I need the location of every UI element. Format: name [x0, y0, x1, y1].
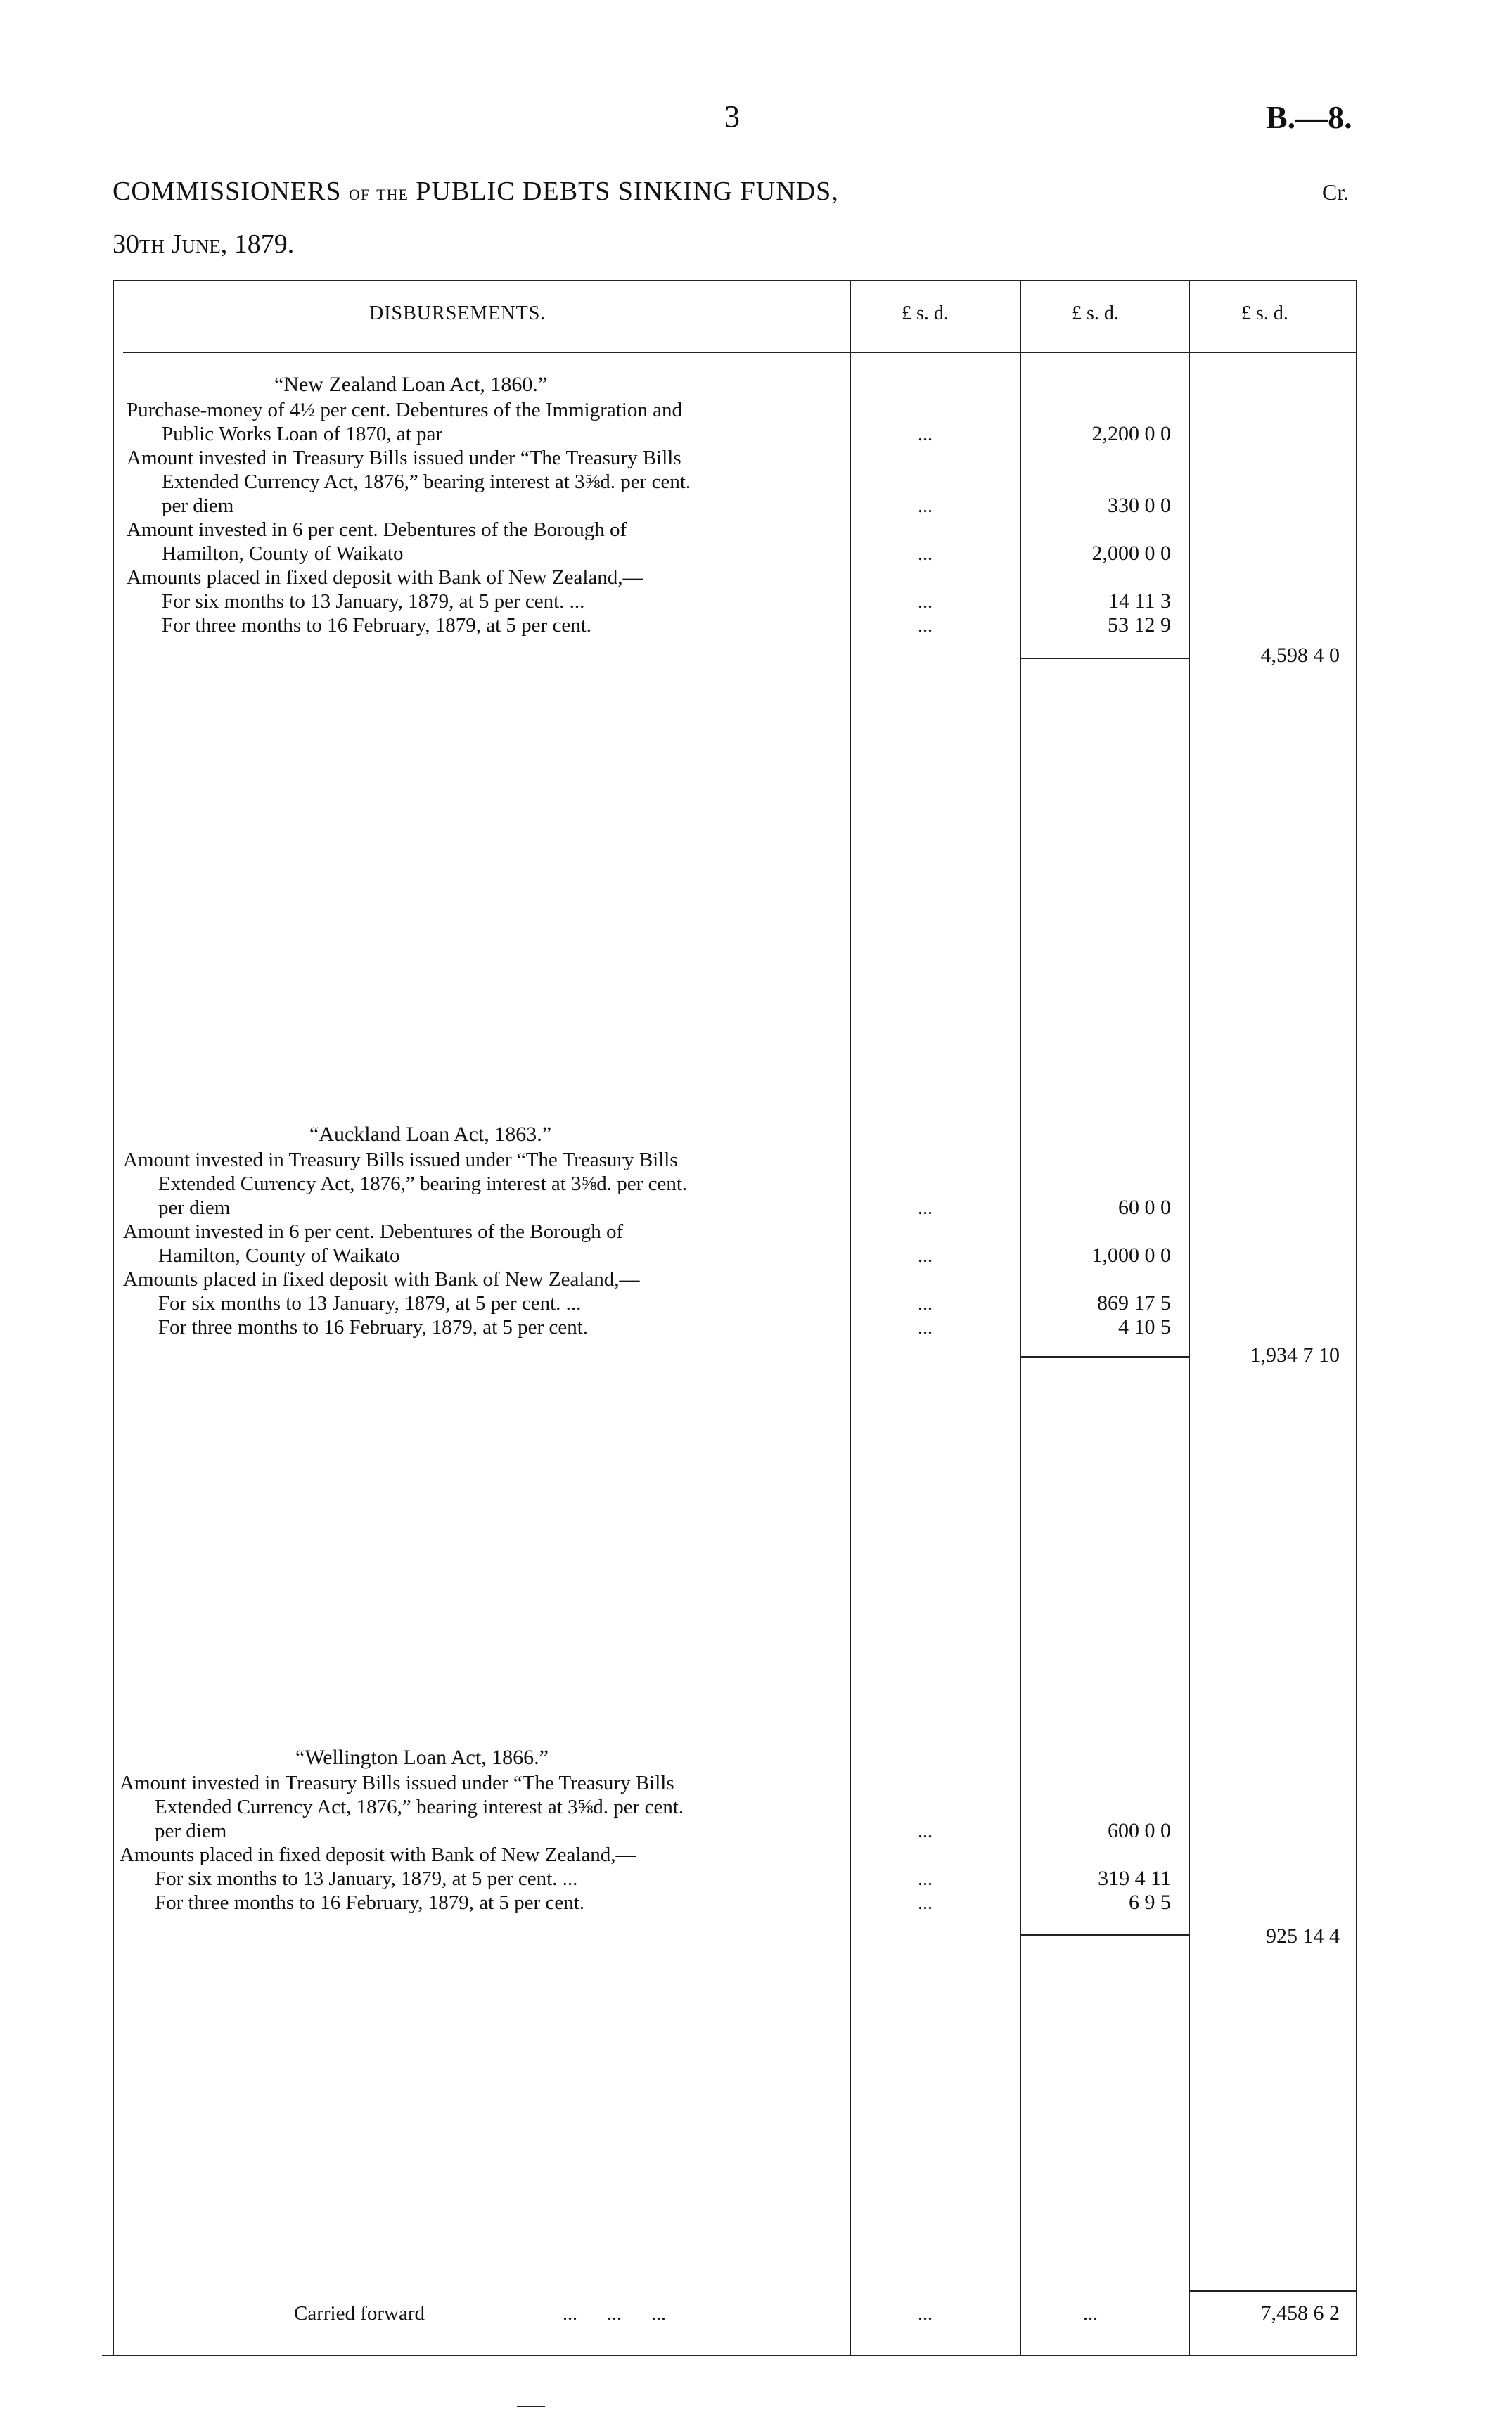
- section-total: 925 14 4: [1266, 1924, 1340, 1948]
- section-title: “Wellington Loan Act, 1866.”: [295, 1746, 549, 1769]
- line: Extended Currency Act, 1876,” bearing interest at 3⅝d. per cent.: [158, 1173, 688, 1195]
- amount: 4 10 5: [1118, 1315, 1171, 1339]
- title-part1: COMMISSIONERS: [113, 177, 342, 206]
- table-left-rule: [113, 280, 114, 2355]
- sum-rule: [1021, 1356, 1189, 1358]
- col1-header: £ s. d.: [902, 302, 949, 324]
- leader: ...: [918, 1293, 933, 1315]
- line: For six months to 13 January, 1879, at 5 per cent. ...: [158, 1292, 582, 1315]
- amount: 14 11 3: [1108, 589, 1171, 613]
- leader: ...: [918, 1197, 933, 1219]
- table-right-rule: [1356, 280, 1357, 2355]
- line: For six months to 13 January, 1879, at 5 per cent. ...: [155, 1868, 578, 1890]
- bottom-dash: [517, 2406, 545, 2407]
- leader: ...: [1083, 2303, 1098, 2325]
- amount: 53 12 9: [1108, 613, 1171, 637]
- col-divider-2: [1020, 280, 1021, 2355]
- amount: 6 9 5: [1129, 1891, 1171, 1914]
- line: per diem: [158, 1196, 231, 1219]
- sum-rule: [1021, 1934, 1189, 1936]
- col-divider-1: [850, 280, 851, 2355]
- line: per diem: [162, 494, 234, 517]
- col-divider-3: [1189, 280, 1190, 2355]
- grand-total: 7,458 6 2: [1260, 2301, 1340, 2325]
- disbursements-header: DISBURSEMENTS.: [369, 302, 546, 324]
- leader: ...: [918, 1868, 933, 1890]
- line: Amount invested in 6 per cent. Debentures of the Borough of: [123, 1220, 624, 1243]
- amount: 330 0 0: [1108, 494, 1171, 517]
- sum-rule: [1021, 658, 1189, 659]
- leader: ...: [918, 1820, 933, 1842]
- col2-header: £ s. d.: [1072, 302, 1119, 324]
- line: Hamilton, County of Waikato: [158, 1244, 400, 1267]
- line: Extended Currency Act, 1876,” bearing interest at 3⅝d. per cent.: [155, 1796, 684, 1818]
- section-total: 1,934 7 10: [1250, 1343, 1340, 1367]
- section-title: “Auckland Loan Act, 1863.”: [309, 1123, 552, 1146]
- section-total: 4,598 4 0: [1260, 644, 1340, 667]
- line: Amount invested in Treasury Bills issued under “The Treasury Bills: [120, 1772, 674, 1794]
- leader: ...: [918, 591, 933, 613]
- leader: ...: [918, 495, 933, 517]
- leader: ... ... ...: [563, 2303, 666, 2325]
- header-underline: [123, 352, 1357, 353]
- leader: ...: [918, 615, 933, 637]
- amount: 869 17 5: [1097, 1291, 1171, 1315]
- line: For three months to 16 February, 1879, at 5 per cent.: [155, 1891, 585, 1914]
- date-line: [113, 229, 294, 260]
- leader: ...: [918, 1245, 933, 1267]
- leader: ...: [918, 2303, 933, 2325]
- col3-header: £ s. d.: [1241, 302, 1288, 324]
- final-rule: [1190, 2290, 1356, 2292]
- line: Purchase-money of 4½ per cent. Debentures of the Immigration and: [127, 399, 682, 421]
- carried-forward-label: Carried forward: [294, 2302, 425, 2325]
- leader: ...: [918, 543, 933, 565]
- line: Amount invested in Treasury Bills issued under “The Treasury Bills: [127, 447, 681, 469]
- amount: 319 4 11: [1098, 1867, 1171, 1890]
- line: Amounts placed in fixed deposit with Bank of New Zealand,—: [123, 1268, 640, 1291]
- leader: ...: [918, 423, 933, 445]
- line: Hamilton, County of Waikato: [162, 542, 404, 565]
- amount: 2,000 0 0: [1091, 542, 1171, 565]
- table-top-rule: [113, 280, 1357, 281]
- line: Extended Currency Act, 1876,” bearing interest at 3⅝d. per cent.: [162, 471, 691, 493]
- title-of-the: of the: [349, 179, 409, 205]
- title-part2: PUBLIC DEBTS SINKING FUNDS,: [416, 177, 839, 206]
- leader: ...: [918, 1317, 933, 1339]
- table-bottom-rule: [102, 2355, 1357, 2356]
- date-prefix: 30th June,: [113, 229, 228, 259]
- amount: 2,200 0 0: [1091, 422, 1171, 445]
- line: Amounts placed in fixed deposit with Bank of New Zealand,—: [127, 566, 643, 589]
- page-number: 3: [724, 99, 740, 134]
- leader: ...: [918, 1892, 933, 1914]
- line: Amount invested in 6 per cent. Debentures of the Borough of: [127, 518, 627, 541]
- document-reference: B.—8.: [1266, 99, 1352, 135]
- amount: 60 0 0: [1118, 1196, 1171, 1219]
- amount: 1,000 0 0: [1091, 1244, 1171, 1267]
- page-title: [113, 176, 839, 207]
- line: Public Works Loan of 1870, at par: [162, 423, 443, 445]
- date-year: 1879.: [233, 229, 295, 259]
- line: Amount invested in Treasury Bills issued under “The Treasury Bills: [123, 1149, 678, 1171]
- amount: 600 0 0: [1108, 1819, 1171, 1842]
- line: For six months to 13 January, 1879, at 5 per cent. ...: [162, 590, 585, 613]
- line: For three months to 16 February, 1879, at 5 per cent.: [162, 614, 592, 637]
- line: Amounts placed in fixed deposit with Bank of New Zealand,—: [120, 1844, 636, 1866]
- line: For three months to 16 February, 1879, at 5 per cent.: [158, 1316, 589, 1339]
- credit-label: Cr.: [1322, 179, 1350, 205]
- line: per diem: [155, 1820, 227, 1842]
- section-title: “New Zealand Loan Act, 1860.”: [274, 373, 548, 396]
